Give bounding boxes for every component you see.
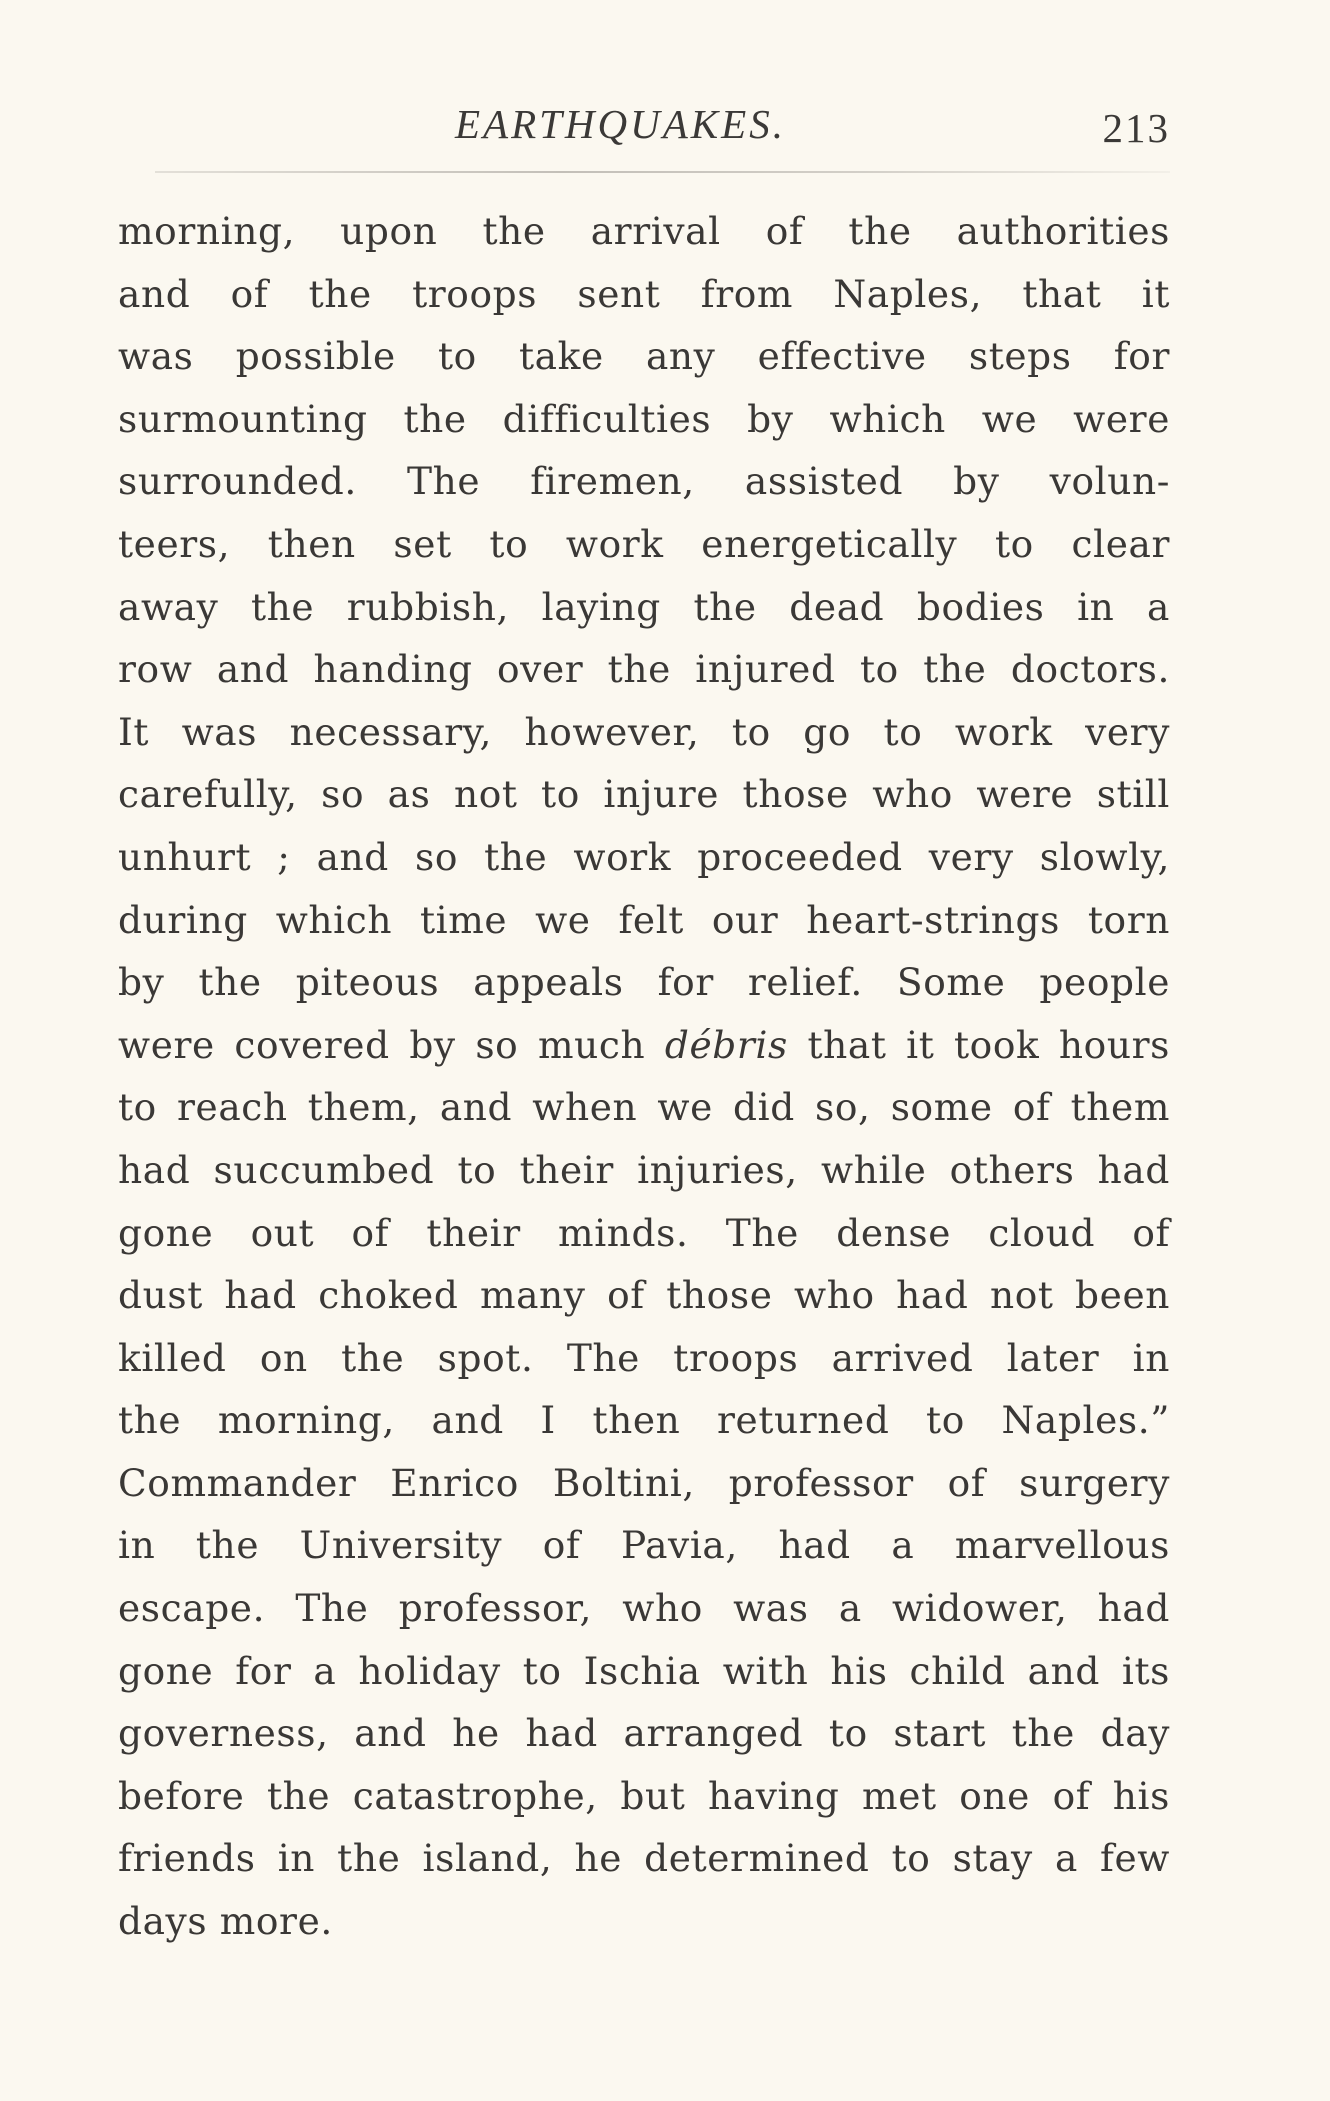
text-line: surmounting the difficulties by which we were — [118, 396, 1170, 441]
text-line: had succumbed to their injuries, while others had — [118, 1147, 1170, 1192]
text-line: carefully, so as not to injure those who were still — [118, 772, 1170, 817]
text-line: It was necessary, however, to go to work very — [118, 709, 1170, 754]
text-line: gone for a holiday to Ischia with his child and its — [118, 1648, 1170, 1693]
text-line: dust had choked many of those who had not been — [118, 1273, 1170, 1318]
text-line-with-italic — [118, 1014, 1170, 1077]
text-line: by the piteous appeals for relief. Some people — [118, 960, 1170, 1005]
text-line: before the catastrophe, but having met one of his — [118, 1773, 1170, 1818]
text-segment: were covered by so much — [118, 1022, 646, 1067]
page-number: 213 — [1102, 105, 1170, 151]
text-line: gone out of their minds. The dense cloud of — [118, 1210, 1170, 1255]
text-segment: that it took hours — [807, 1022, 1170, 1067]
running-title: EARTHQUAKES. — [455, 101, 786, 147]
text-line: row and handing over the injured to the doctors. — [118, 647, 1170, 692]
header-rule — [155, 171, 1170, 173]
text-line: to reach them, and when we did so, some of them — [118, 1085, 1170, 1130]
text-line: surrounded. The firemen, assisted by volun- — [118, 459, 1170, 504]
text-line-last: days more. — [118, 1899, 333, 1944]
text-line: morning, upon the arrival of the authorities — [118, 209, 1170, 253]
text-line: escape. The professor, who was a widower, had — [118, 1586, 1170, 1631]
text-line: killed on the spot. The troops arrived later in — [118, 1335, 1170, 1380]
text-line: the morning, and I then returned to Naples.” — [118, 1398, 1170, 1443]
text-line: away the rubbish, laying the dead bodies in a — [118, 584, 1170, 629]
text-line: unhurt ; and so the work proceeded very slowly, — [118, 834, 1170, 879]
text-line: and of the troops sent from Naples, that it — [118, 271, 1170, 316]
italic-word: débris — [664, 1022, 788, 1067]
text-line: Commander Enrico Boltini, professor of surgery — [118, 1460, 1170, 1505]
text-line: during which time we felt our heart-strings torn — [118, 897, 1170, 942]
text-line: governess, and he had arranged to start the day — [118, 1711, 1170, 1756]
text-line: friends in the island, he determined to stay a few — [118, 1836, 1170, 1881]
text-line: was possible to take any effective steps for — [118, 334, 1170, 379]
running-head — [155, 100, 1170, 160]
text-line: teers, then set to work energetically to clear — [118, 521, 1170, 566]
text-line: in the University of Pavia, had a marvellous — [118, 1523, 1170, 1568]
body-text — [118, 200, 1170, 1953]
